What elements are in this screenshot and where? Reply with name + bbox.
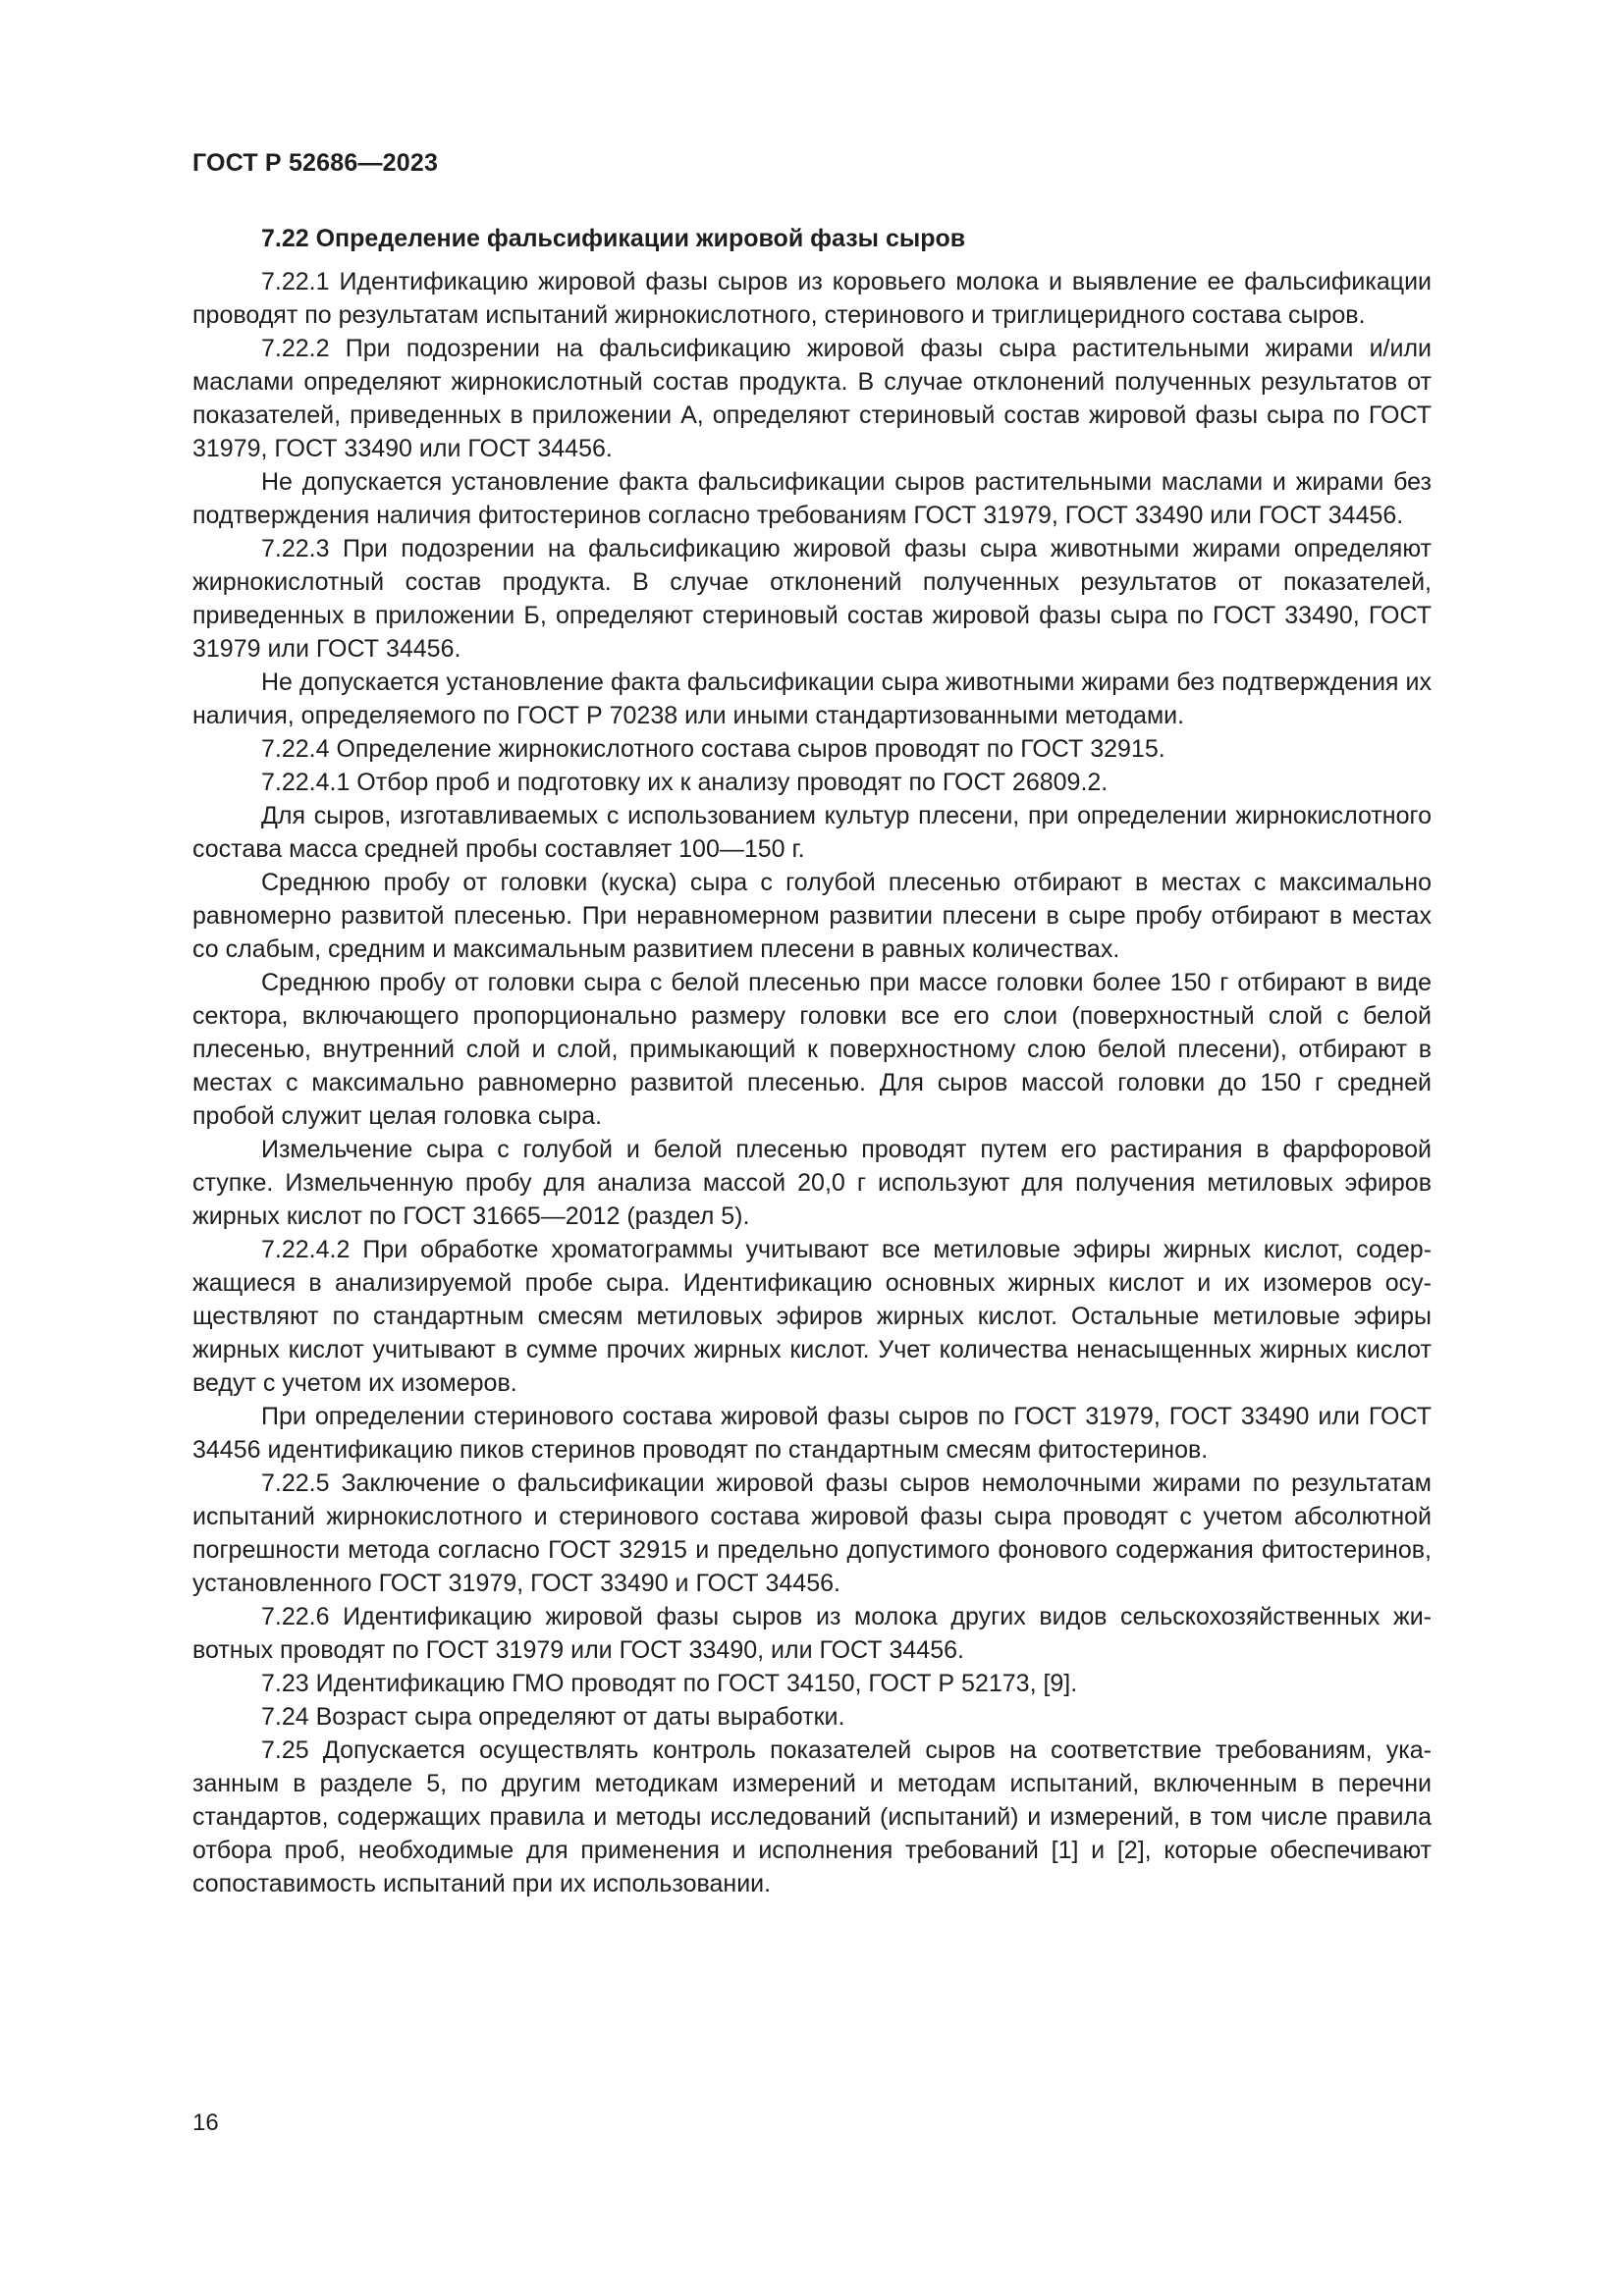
document-code-header: ГОСТ Р 52686—2023 [192,149,439,177]
paragraph: При определении стеринового состава жировой фазы сыров по ГОСТ 31979, ГОСТ 33490 или ГОСТ 34456 идентификацию пиков стеринов проводят по стандартным смесям фитостеринов. [192,1403,1432,1464]
paragraph: 7.25 Допускается осуществлять контроль показателей сыров на соответствие требованиям, указанным в разделе 5, по другим методикам измерений и методам испытаний, включенным в перечни стандартов, содержащих правила и методы исследований (испытаний) и измерений, в том числе правила отбора проб, необходимые для применения и исполнения требований [1] и [2], которые обеспечивают сопоставимость испытаний при их использовании. [192,1736,1432,1897]
paragraph: 7.22.1 Идентификацию жировой фазы сыров из коровьего молока и выявление ее фальсификации проводят по результатам испытаний жирнокислотного, стеринового и триглицеридного состава сыров. [192,268,1432,329]
paragraph: Среднюю пробу от головки сыра с белой плесенью при массе головки более 150 г отбирают в виде сектора, включающего пропорционально размеру головки все его слои (поверхностный слой с белой плесенью, внутренний слой и слой, примыкающий к поверхностному слою белой плесени), отбирают в местах с максимально равномерно развитой плесенью. Для сыров массой головки до 150 г средней пробой служит целая головка сыра. [192,969,1432,1130]
paragraph: 7.22.4 Определение жирнокислотного состава сыров проводят по ГОСТ 32915. [261,735,1165,763]
section-heading: 7.22 Определение фальсификации жировой фазы сыров [261,225,966,252]
paragraph: Не допускается установление факта фальсификации сыра животными жирами без подтверждения их наличия, определяемого по ГОСТ Р 70238 или иными стандартизованными методами. [192,668,1432,729]
paragraph: Измельчение сыра с голубой и белой плесенью проводят путем его растирания в фарфоровой ступке. Измельченную пробу для анализа массой 20,0 г используют для получения метиловых эфиров жирных кислот по ГОСТ 31665—2012 (раздел 5). [192,1136,1432,1230]
paragraph: Не допускается установление факта фальсификации сыров растительными маслами и жирами без подтверждения наличия фитостеринов согласно требованиям ГОСТ 31979, ГОСТ 33490 или ГОСТ 34456. [192,468,1432,529]
paragraph: 7.22.6 Идентификацию жировой фазы сыров из молока других видов сельскохозяйственных животных проводят по ГОСТ 31979 или ГОСТ 33490, или ГОСТ 34456. [192,1603,1432,1664]
page-number: 16 [192,2109,219,2136]
paragraph: 7.22.4.1 Отбор проб и подготовку их к анализу проводят по ГОСТ 26809.2. [261,769,1109,796]
paragraph: 7.24 Возраст сыра определяют от даты выработки. [261,1703,845,1731]
paragraph: 7.22.3 При подозрении на фальсификацию жировой фазы сыра животными жирами определяют жирнокислотный состав продукта. В случае отклонений полученных результатов от показателей, приведенных в приложении Б, определяют стериновый состав жировой фазы сыра по ГОСТ 33490, ГОСТ 31979 или ГОСТ 34456. [192,535,1432,663]
paragraph: 7.22.4.2 При обработке хроматограммы учитывают все метиловые эфиры жирных кислот, содержащиеся в анализируемой пробе сыра. Идентификацию основных жирных кислот и их изомеров осуществляют по стандартным смесям метиловых эфиров жирных кислот. Остальные метиловые эфиры жирных кислот учитывают в сумме прочих жирных кислот. Учет количества ненасыщенных жирных кислот ведут с учетом их изомеров. [192,1236,1432,1397]
paragraph-list [192,265,1432,1900]
paragraph: 7.23 Идентификацию ГМО проводят по ГОСТ 34150, ГОСТ Р 52173, [9]. [261,1670,1078,1697]
paragraph: Среднюю пробу от головки (куска) сыра с голубой плесенью отбирают в местах с максимально равномерно развитой плесенью. При неравномерном развитии плесени в сыре пробу отбирают в местах со слабым, средним и максимальным развитием плесени в равных количествах. [192,869,1432,963]
document-body [192,222,1432,1900]
paragraph: 7.22.2 При подозрении на фальсификацию жировой фазы сыра растительными жирами и/или маслами определяют жирнокислотный состав продукта. В случае отклонений полученных результатов от показателей, приведенных в приложении А, определяют стериновый состав жировой фазы сыра по ГОСТ 31979, ГОСТ 33490 или ГОСТ 34456. [192,335,1432,462]
paragraph: 7.22.5 Заключение о фальсификации жировой фазы сыров немолочными жирами по результатам испытаний жирнокислотного и стеринового состава жировой фазы сыра проводят с учетом абсолютной погрешности метода согласно ГОСТ 32915 и предельно допустимого фонового содержания фитостеринов, установленного ГОСТ 31979, ГОСТ 33490 и ГОСТ 34456. [192,1469,1432,1597]
paragraph: Для сыров, изготавливаемых с использованием культур плесени, при определении жирнокислотного состава масса средней пробы составляет 100—150 г. [192,802,1432,863]
